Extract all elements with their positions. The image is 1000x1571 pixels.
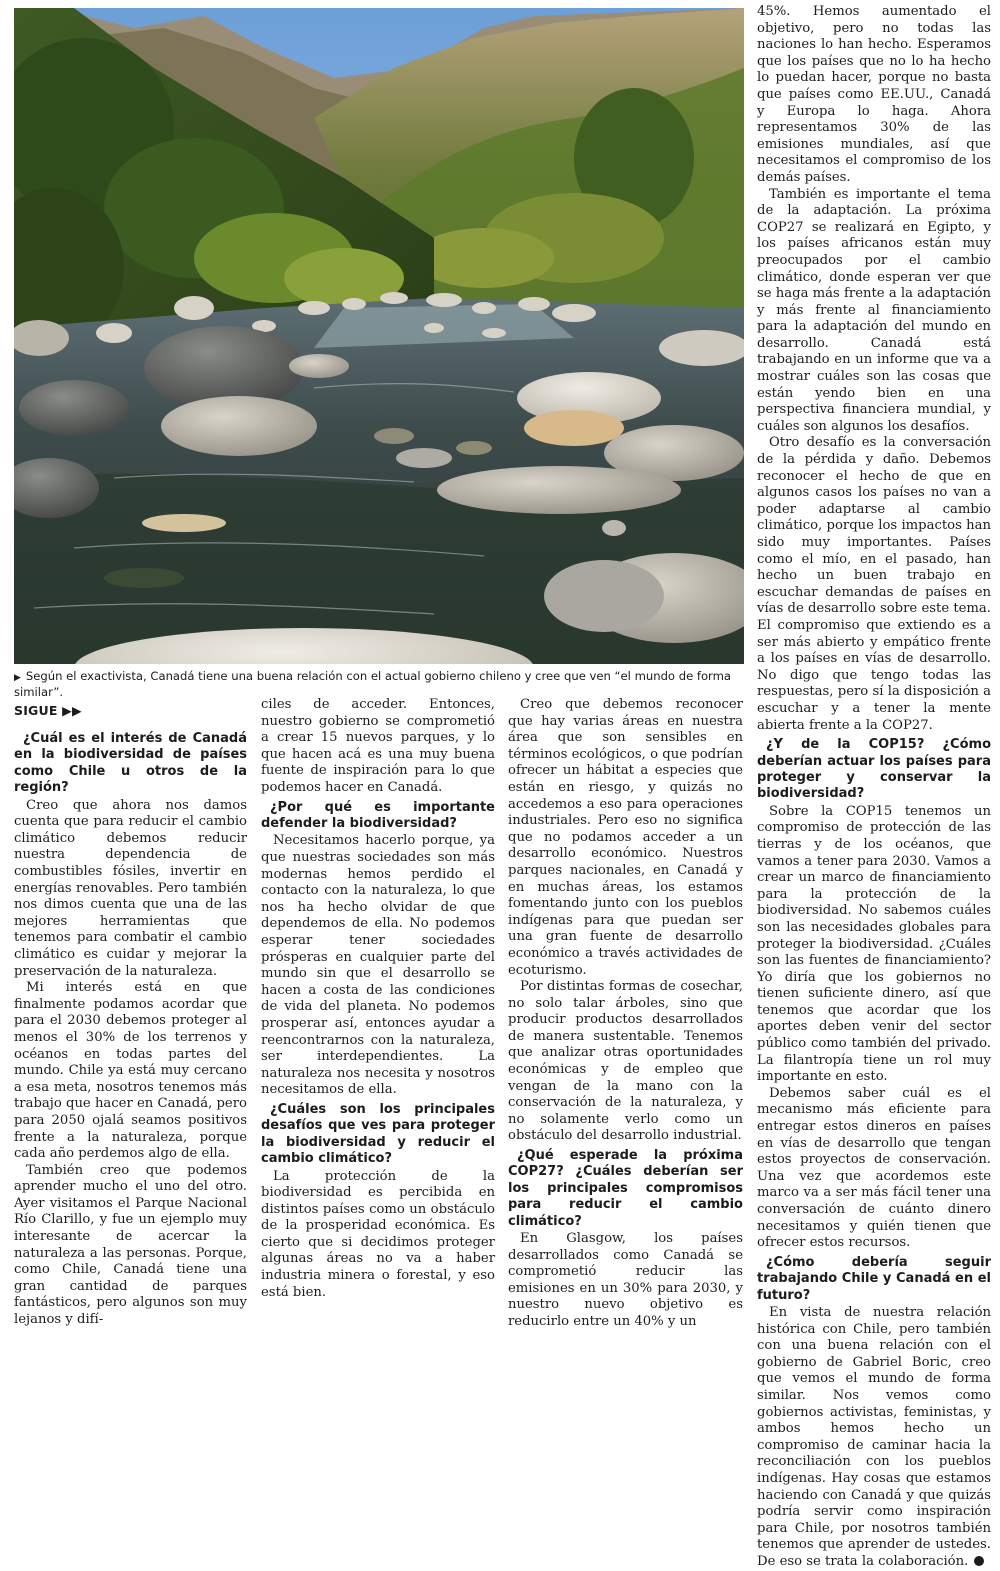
question-heading: ¿Cómo debería seguir trabajando Chile y Canadá en el futuro? bbox=[757, 1254, 991, 1303]
question-heading: ¿Y de la COP15? ¿Cómo deberían actuar los países para proteger y conservar la biodiversidad? bbox=[757, 737, 991, 802]
paragraph: La protección de la biodiversidad es percibida en distintos países como un obstáculo de la prosperidad económica. Es cierto que si decidimos proteger algunas áreas no va a haber industria minera o forestal, y eso está bien. bbox=[261, 1168, 495, 1300]
paragraph: Creo que debemos reconocer que hay varias áreas en nuestra área que son sensibles en términos ecológicos, o que podrían ofrecer un hábitat a especies que están en riesgo, y quizás no accedemos a eso para operaciones industriales. Pero eso no significa que no podamos acceder a un desarrollo económico. Nuestros parques nacionales, en Canadá y en muchas áreas, los estamos fomentando junto con los pueblos indígenas para que puedan ser una gran fuente de desarrollo económico a través actividades de ecoturismo. bbox=[508, 697, 743, 978]
paragraph: En Glasgow, los países desarrollados como Canadá se comprometió reducir las emisiones en un 30% para 2030, y nuestro nuevo objetivo es reducirlo entre un 40% y un bbox=[508, 1231, 743, 1330]
article-column-2 bbox=[261, 697, 495, 1301]
sigue-label bbox=[14, 703, 82, 718]
article-column-3 bbox=[508, 697, 743, 1331]
paragraph: También creo que podemos aprender mucho el uno del otro. Ayer visitamos el Parque Nacional Río Clarillo, y fue un ejemplo muy interesante de acercar la naturaleza a las personas. Porque, como Chile, Canadá tiene una gran cantidad de parques fantásticos, pero algunos son muy lejanos y difí- bbox=[14, 1162, 247, 1328]
paragraph: Por distintas formas de cosechar, no solo talar árboles, sino que producir productos desarrollados de manera sustentable. Tenemos que analizar otras oportunidades económicas y de empleo que vengan de la mano con la conservación de la naturaleza, y no solamente verlo como un obstáculo del desarrollo industrial. bbox=[508, 979, 743, 1144]
paragraph: Otro desafío es la conversación de la pérdida y daño. Debemos reconocer el hecho de que en algunos casos los países no van a poder adaptarse al cambio climático, porque los impactos han sido muy importantes. Países como el mío, en el pasado, han hecho un buen trabajo en escuchar demandas de países en vías de desarrollo sobre este tema. El compromiso que extiendo es a ser más abierto y empático frente a los países en vías de desarrollo. No digo que tengo todas las respuestas, pero sí la disposición a escuchar y a tener la mente abierta frente a la COP27. bbox=[757, 435, 991, 733]
paragraph: Debemos saber cuál es el mecanismo más eficiente para entregar estos dineros en países en vías de desarrollo que tengan estos proyectos de conservación. Una vez que acordemos este marco va a ser más fácil tener una conversación de cuánto dinero necesitamos y quién tienen que ofrecer estos recursos. bbox=[757, 1085, 991, 1251]
article-column-4 bbox=[757, 4, 991, 1571]
photo-caption bbox=[14, 669, 744, 699]
question-heading: ¿Cuál es el interés de Canadá en la biodiversidad de países como Chile u otros de la región? bbox=[14, 731, 247, 796]
paragraph: Necesitamos hacerlo porque, ya que nuestras sociedades son más modernas hemos perdido el contacto con la naturaleza, lo que nos ha hecho olvidar de que dependemos de ella. No podemos esperar tener sociedades prósperas en cualquier parte del mundo sin que el desarrollo se hacen a costa de las condiciones de vida del planeta. No podemos prosperar así, entonces ayudar a reencontrarnos con la naturaleza, ser interdependientes. La naturaleza nos necesita y nosotros necesitamos de ella. bbox=[261, 833, 495, 1098]
paragraph: Mi interés está en que finalmente podamos acordar que para el 2030 debemos proteger al menos el 30% de los terrenos y océanos en todas partes del mundo. Chile ya está muy cercano a esa meta, nosotros tenemos más trabajo que hacer en Canadá, pero para 2050 ojalá seamos positivos frente a la naturaleza, porque cada año perdemos algo de ella. bbox=[14, 980, 247, 1162]
end-of-article-icon bbox=[974, 1556, 984, 1566]
caption-text: Según el exactivista, Canadá tiene una buena relación con el actual gobierno chileno y cree que ven “el mundo de forma similar”. bbox=[14, 669, 732, 699]
paragraph: Sobre la COP15 tenemos un compromiso de protección de las tierras y de los océanos, que vamos a tener para 2030. Vamos a crear un marco de financiamiento para la protección de la biodiversidad. No sabemos cuáles son las necesidades globales para proteger la biodiversidad. ¿Cuáles son las fuentes de financiamiento? Yo diría que los gobiernos no tienen suficiente dinero, así que tenemos que acordar que los aportes deben venir del sector público como también del privado. La filantropía tiene un rol muy importante en esto. bbox=[757, 803, 991, 1085]
article-photo bbox=[14, 8, 744, 664]
paragraph: 45%. Hemos aumentado el objetivo, pero no todas las naciones lo han hecho. Esperamos que los países que no lo ha hecho lo puedan hacer, porque no basta que países como EE.UU., Canadá y Europa lo haga. Ahora representamos 30% de las emisiones mundiales, así que necesitamos el compromiso de los demás países. bbox=[757, 4, 991, 185]
article-column-1 bbox=[14, 731, 247, 1329]
sigue-arrows-icon: ▶▶ bbox=[62, 703, 82, 718]
question-heading: ¿Cuáles son los principales desafíos que ves para proteger la biodiversidad y reducir el cambio climático? bbox=[261, 1101, 495, 1167]
paragraph: También es importante el tema de la adaptación. La próxima COP27 se realizará en Egipto, y los países africanos están muy preocupados por el cambio climático, donde esperan ver que se haga más frente a la adaptación y más frente al financiamiento para la adaptación del mundo en desarrollo. Canadá está trabajando en un informe que va a mostrar cuáles son las cosas que están yendo bien en una perspectiva financiera mundial, y cuáles son algunos los desafíos. bbox=[757, 186, 991, 434]
paragraph: ciles de acceder. Entonces, nuestro gobierno se comprometió a crear 15 nuevos parques, y lo que hacen acá es una muy buena fuente de inspiración para lo que podemos hacer en Canadá. bbox=[261, 697, 495, 795]
paragraph: Creo que ahora nos damos cuenta que para reducir el cambio climático debemos reducir nuestra dependencia de combustibles fósiles, invertir en energías renovables. Pero también nos dimos cuenta que una de las mejores herramientas que tenemos para combatir el cambio climático es cuidar y mejorar la preservación de la naturaleza. bbox=[14, 797, 247, 979]
question-heading: ¿Por qué es importante defender la biodiversidad? bbox=[261, 799, 495, 831]
question-heading: ¿Qué esperade la próxima COP27? ¿Cuáles deberían ser los principales compromisos para reducir el cambio climático? bbox=[508, 1148, 743, 1229]
paragraph-final bbox=[757, 1305, 991, 1571]
final-paragraph-text: En vista de nuestra relación histórica con Chile, pero también con una buena relación con el gobierno de Gabriel Boric, creo que vemos el mundo de forma similar. Nos vemos como gobiernos activistas, feministas, y ambos hemos hecho un compromiso de caminar hacia la reconciliación con los pueblos indígenas. Hay cosas que estamos haciendo con Canadá y que quizás podría servir como inspiración para Chile, por nosotros también tenemos que aprender de ustedes. De eso se trata la colaboración. bbox=[757, 1305, 991, 1569]
caption-triangle-icon: ▶ bbox=[14, 673, 21, 683]
sigue-text: SIGUE bbox=[14, 703, 58, 718]
